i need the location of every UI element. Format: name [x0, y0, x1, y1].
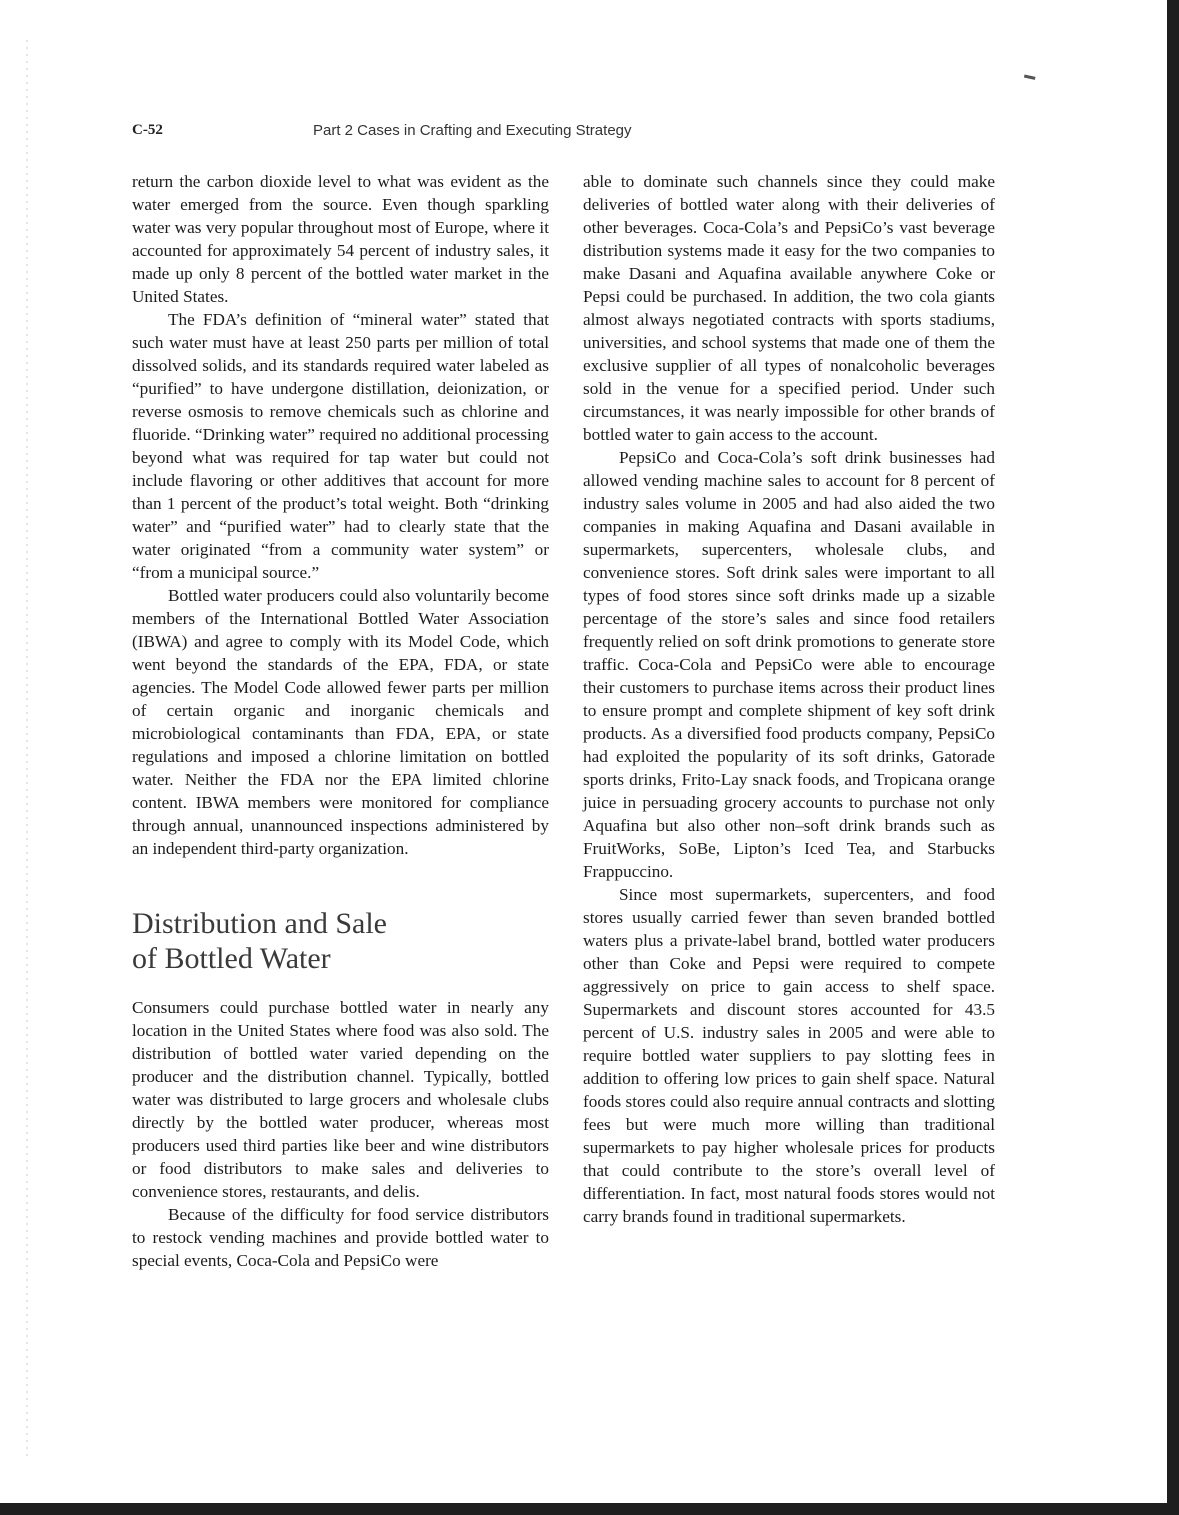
section-heading-line-1: Distribution and Sale — [132, 907, 387, 940]
running-header — [132, 122, 1012, 144]
staple-mark-icon: ━ — [1022, 66, 1038, 90]
paragraph: able to dominate such channels since they could make deliveries of bottled water along with their deliveries of other beverages. Coca-Cola’s and PepsiCo’s vast beverage distribution systems made it easy for the two companies to make Dasani and Aquafina available anywhere Coke or Pepsi could be purchased. In addition, the two cola giants almost always negotiated contracts with sports stadiums, universities, and school systems that made one of them the exclusive supplier of all types of nonalcoholic beverages sold in the venue for a specified period. Under such circumstances, it was nearly impossible for other brands of bottled water to gain access to the account. — [583, 172, 995, 444]
section-heading-line-2: of Bottled Water — [132, 942, 331, 975]
paragraph: Because of the difficulty for food service distributors to restock vending machines and provide bottled water to special events, Coca-Cola and PepsiCo were — [132, 1205, 549, 1270]
page-number: C-52 — [132, 122, 163, 138]
section-heading — [132, 906, 549, 976]
left-column — [132, 170, 549, 1272]
scan-edge-artifact — [26, 40, 28, 1460]
paragraph: Since most supermarkets, supercenters, and food stores usually carried fewer than seven branded bottled waters plus a private-label brand, bottled water producers other than Coke and Pepsi were required to compete aggressively on price to gain access to shelf space. Supermarkets and discount stores accounted for 43.5 percent of U.S. industry sales in 2005 and were able to require bottled water suppliers to pay slotting fees in addition to offering low prices to gain shelf space. Natural foods stores could also require annual contracts and slotting fees but were much more willing than traditional supermarkets to pay higher wholesale prices for products that could contribute to the store’s overall level of differentiation. In fact, most natural foods stores would not carry brands found in traditional supermarkets. — [583, 885, 995, 1226]
right-column — [583, 170, 995, 1228]
paragraph: The FDA’s definition of “mineral water” stated that such water must have at least 250 parts per million of total dissolved solids, and its standards required water labeled as “purified” to have undergone distillation, deionization, or reverse osmosis to remove chemicals such as chlorine and fluoride. “Drinking water” required no additional processing beyond what was required for tap water but could not include flavoring or other additives that account for more than 1 percent of the product’s total weight. Both “drinking water” and “purified water” had to clearly state that the water originated “from a community water system” or “from a municipal source.” — [132, 310, 549, 582]
running-title: Part 2 Cases in Crafting and Executing Strategy — [313, 122, 632, 139]
paragraph: Consumers could purchase bottled water in nearly any location in the United States where food was also sold. The distribution of bottled water varied depending on the producer and the distribution channel. Typically, bottled water was distributed to large grocers and wholesale clubs directly by the bottled water producer, whereas most producers used third parties like beer and wine distributors or food distributors to make sales and deliveries to convenience stores, restaurants, and delis. — [132, 998, 549, 1201]
paragraph: return the carbon dioxide level to what was evident as the water emerged from the source. Even though sparkling water was very popular throughout most of Europe, where it accounted for approximately 54 percent of industry sales, it made up only 8 percent of the bottled water market in the United States. — [132, 172, 549, 306]
paragraph: PepsiCo and Coca-Cola’s soft drink businesses had allowed vending machine sales to account for 8 percent of industry sales volume in 2005 and had also aided the two companies in making Aquafina and Dasani available in supermarkets, supercenters, wholesale clubs, and convenience stores. Soft drink sales were important to all types of food stores since soft drinks made up a sizable percentage of the store’s sales and since food retailers frequently relied on soft drink promotions to generate store traffic. Coca-Cola and PepsiCo were able to encourage their customers to purchase items across their product lines to ensure prompt and complete shipment of key soft drink products. As a diversified food products company, PepsiCo had exploited the popularity of its soft drinks, Gatorade sports drinks, Frito-Lay snack foods, and Tropicana orange juice in persuading grocery accounts to purchase not only Aquafina but also other non–soft drink brands such as FruitWorks, SoBe, Lipton’s Iced Tea, and Starbucks Frappuccino. — [583, 448, 995, 881]
paragraph: Bottled water producers could also voluntarily become members of the International Bottled Water Association (IBWA) and agree to comply with its Model Code, which went beyond the standards of the EPA, FDA, or state agencies. The Model Code allowed fewer parts per million of certain organic and inorganic chemicals and microbiological contaminants than FDA, EPA, or state regulations and imposed a chlorine limitation on bottled water. Neither the FDA nor the EPA limited chlorine content. IBWA members were monitored for compliance through annual, unannounced inspections administered by an independent third-party organization. — [132, 586, 549, 858]
